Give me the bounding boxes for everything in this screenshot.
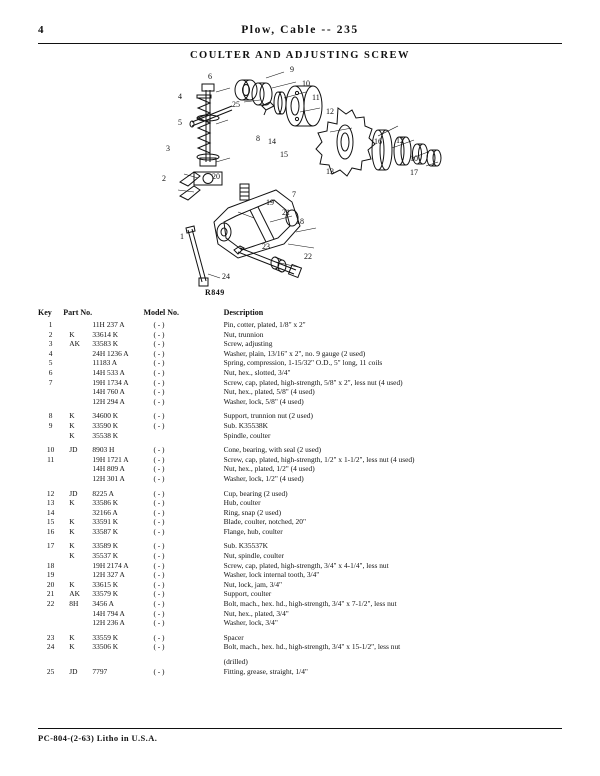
cell-mfg xyxy=(63,618,92,628)
cell-model: ( - ) xyxy=(153,358,165,368)
column-header-key: Key xyxy=(38,308,52,317)
cell-mfg xyxy=(63,387,92,397)
cell-part xyxy=(92,652,143,667)
cell-desc: Support, trunnion nut (2 used) xyxy=(223,411,313,421)
cell-key xyxy=(38,431,63,441)
cell-desc: Screw, cap, plated, high-strength, 3/4" x 4-1/4", less nut xyxy=(223,560,389,570)
cell-mfg: AK xyxy=(69,339,80,349)
table-row xyxy=(38,628,562,643)
cell-mfg: K xyxy=(69,642,75,652)
cell-model: ( - ) xyxy=(153,517,165,527)
cell-model: ( - ) xyxy=(153,473,165,483)
table-row xyxy=(38,551,562,561)
cell-part: 33591 K xyxy=(92,517,119,527)
cell-part: 12H 327 A xyxy=(92,570,125,580)
table-row xyxy=(38,455,562,465)
cell-key: 3 xyxy=(48,339,53,349)
cell-part: 33590 K xyxy=(92,420,119,430)
cell-desc: Sub. K35537K xyxy=(223,541,268,551)
callout-21: 21 xyxy=(282,208,290,217)
cell-mfg xyxy=(63,378,92,388)
cell-mfg xyxy=(63,464,92,474)
callout-17: 17 xyxy=(410,168,418,177)
cell-part: 33586 K xyxy=(92,498,119,508)
cell-desc: Spring, compression, 1-15/32" O.D., 5" long, 11 coils xyxy=(223,358,383,368)
cell-mfg: K xyxy=(69,420,75,430)
cell-model: ( - ) xyxy=(153,488,165,498)
cell-key: 22 xyxy=(46,599,55,609)
cell-desc: Flange, hub, coulter xyxy=(223,526,283,536)
cell-model: ( - ) xyxy=(153,387,165,397)
cell-part: 8225 A xyxy=(92,488,114,498)
cell-key: 20 xyxy=(46,579,55,589)
cell-model: ( - ) xyxy=(153,464,165,474)
cell-desc: Bolt, mach., hex. hd., high-strength, 3/4" x 15-1/2", less nut xyxy=(223,642,401,652)
cell-part: 12H 294 A xyxy=(92,396,125,406)
cell-key xyxy=(38,474,63,484)
callout-1: 1 xyxy=(180,232,184,241)
callout-15: 15 xyxy=(280,150,288,159)
cell-key: 7 xyxy=(48,377,53,387)
cell-part: 32166 A xyxy=(92,507,118,517)
cell-model: ( - ) xyxy=(153,339,165,349)
cell-desc: Cup, bearing (2 used) xyxy=(223,488,288,498)
cell-mfg xyxy=(63,561,92,571)
cell-mfg xyxy=(63,368,92,378)
cell-part: 3456 A xyxy=(92,599,114,609)
cell-part: 19H 2174 A xyxy=(92,560,129,570)
parts-table xyxy=(38,308,562,676)
table-row xyxy=(38,517,562,527)
callout-14: 14 xyxy=(268,137,276,146)
header-divider xyxy=(38,43,562,44)
cell-part: 33506 K xyxy=(92,642,119,652)
cell-part: 33614 K xyxy=(92,329,119,339)
table-row xyxy=(38,320,562,330)
cell-part: 19H 1721 A xyxy=(92,454,129,464)
cell-key: 2 xyxy=(48,329,53,339)
cell-desc: Bolt, mach., hex. hd., high-strength, 3/4" x 7-1/2", less nut xyxy=(223,599,397,609)
cell-part: 35538 K xyxy=(92,430,119,440)
column-header-desc: Description xyxy=(223,308,264,317)
page-header xyxy=(38,24,562,44)
callout-11: 11 xyxy=(312,93,320,102)
cell-part: 33583 K xyxy=(92,339,119,349)
cell-desc: Nut, hex., plated, 5/8" (4 used) xyxy=(223,387,315,397)
cell-desc: Nut, spindle, coulter xyxy=(223,551,284,561)
cell-desc: Nut, hex., plated, 1/2" (4 used) xyxy=(223,464,315,474)
table-row xyxy=(38,440,562,455)
cell-mfg: AK xyxy=(69,589,80,599)
cell-key: 18 xyxy=(46,560,55,570)
cell-model: ( - ) xyxy=(153,320,165,329)
cell-mfg: K xyxy=(69,632,75,642)
cell-model xyxy=(143,431,223,441)
cell-part: 33587 K xyxy=(92,526,119,536)
cell-desc: Nut, lock, jam, 3/4" xyxy=(223,579,283,589)
cell-key: 25 xyxy=(46,666,55,676)
cell-mfg: 8H xyxy=(69,599,79,609)
cell-key: 16 xyxy=(46,526,55,536)
cell-part: 33579 K xyxy=(92,589,119,599)
table-row xyxy=(38,618,562,628)
callout-12: 12 xyxy=(326,107,334,116)
cell-key xyxy=(38,397,63,407)
cell-key: 9 xyxy=(48,420,53,430)
footer-imprint: PC-804-(2-63) Litho in U.S.A. xyxy=(38,733,158,743)
table-row xyxy=(38,330,562,340)
cell-part: 24H 1236 A xyxy=(92,348,129,358)
cell-part: 33589 K xyxy=(92,541,119,551)
callout-5: 5 xyxy=(178,118,182,127)
figure-id: R849 xyxy=(205,288,225,297)
cell-key: 14 xyxy=(46,507,55,517)
cell-mfg xyxy=(63,652,92,667)
cell-mfg xyxy=(63,474,92,484)
cell-model: ( - ) xyxy=(153,445,165,455)
cell-key: 13 xyxy=(46,498,55,508)
cell-mfg: K xyxy=(69,411,75,421)
cell-model: ( - ) xyxy=(153,579,165,589)
table-row xyxy=(38,536,562,551)
cell-desc: Fitting, grease, straight, 1/4" xyxy=(223,666,308,676)
column-header-part: Part No. xyxy=(63,308,93,317)
table-row xyxy=(38,667,562,677)
cell-desc: Blade, coulter, notched, 20" xyxy=(223,517,306,527)
cell-model: ( - ) xyxy=(153,541,165,551)
cell-key: 10 xyxy=(46,445,55,455)
cell-part: 12H 301 A xyxy=(92,473,125,483)
cell-model: ( - ) xyxy=(153,420,165,430)
cell-model: ( - ) xyxy=(153,348,165,358)
cell-model: ( - ) xyxy=(153,367,165,377)
cell-desc: Sub. K35538K xyxy=(223,420,268,430)
cell-mfg: K xyxy=(69,541,75,551)
cell-key: 15 xyxy=(46,517,55,527)
parts-table-body xyxy=(38,320,562,676)
cell-model: ( - ) xyxy=(153,632,165,642)
cell-model: ( - ) xyxy=(153,454,165,464)
cell-key: 11 xyxy=(47,454,55,464)
cell-mfg xyxy=(63,320,92,330)
cell-part: 14H 794 A xyxy=(92,608,125,618)
cell-desc: Spacer xyxy=(223,632,244,642)
table-row xyxy=(38,589,562,599)
callout-3: 3 xyxy=(166,144,170,153)
table-row xyxy=(38,406,562,421)
cell-desc: Cone, bearing, with seal (2 used) xyxy=(223,445,322,455)
cell-desc: Nut, trunnion xyxy=(223,329,264,339)
cell-desc: Washer, plain, 13/16" x 2", no. 9 gauge (2 used) xyxy=(223,348,366,358)
exploded-parts-illustration xyxy=(120,62,480,297)
cell-key xyxy=(38,551,63,561)
cell-mfg: JD xyxy=(69,666,78,676)
cell-desc: Support, coulter xyxy=(223,589,272,599)
column-header-model: Model No. xyxy=(143,308,179,317)
cell-desc: Screw, cap, plated, high-strength, 5/8" x 2", less nut (4 used) xyxy=(223,377,403,387)
parts-table-container xyxy=(38,308,562,676)
cell-desc: Washer, lock internal tooth, 3/4" xyxy=(223,570,320,580)
cell-part: 8903 H xyxy=(92,445,115,455)
cell-mfg: K xyxy=(69,551,75,561)
cell-model: ( - ) xyxy=(153,589,165,599)
table-row xyxy=(38,484,562,499)
cell-key: 17 xyxy=(46,541,55,551)
cell-key xyxy=(38,618,63,628)
cell-key: 6 xyxy=(48,367,53,377)
callout-6: 6 xyxy=(208,72,212,81)
callout-22: 22 xyxy=(304,252,312,261)
cell-mfg: K xyxy=(69,430,75,440)
page-number: 4 xyxy=(38,24,44,36)
cell-model: ( - ) xyxy=(153,498,165,508)
cell-part: 12H 236 A xyxy=(92,618,125,628)
cell-key: 21 xyxy=(46,589,55,599)
cell-model: ( - ) xyxy=(153,570,165,580)
table-row xyxy=(38,387,562,397)
cell-desc: Screw, adjusting xyxy=(223,339,273,349)
cell-key xyxy=(38,652,63,667)
cell-part: 34600 K xyxy=(92,411,119,421)
cell-key xyxy=(38,387,63,397)
cell-desc: Hub, coulter xyxy=(223,498,261,508)
cell-model: ( - ) xyxy=(153,599,165,609)
cell-model: ( - ) xyxy=(153,666,165,676)
cell-desc: Nut, hex., slotted, 3/4" xyxy=(223,367,291,377)
callout-8: 8 xyxy=(256,134,260,143)
cell-key xyxy=(38,609,63,619)
running-title: Plow, Cable -- 235 xyxy=(241,24,359,36)
cell-desc: Spindle, coulter xyxy=(223,430,271,440)
table-row xyxy=(38,609,562,619)
cell-desc: Washer, lock, 1/2" (4 used) xyxy=(223,473,304,483)
footer-divider xyxy=(38,728,562,729)
table-row xyxy=(38,508,562,518)
callout-24: 24 xyxy=(222,272,230,281)
table-row xyxy=(38,368,562,378)
cell-key: 8 xyxy=(48,411,53,421)
cell-key: 24 xyxy=(46,642,55,652)
callout-4: 4 xyxy=(178,92,182,101)
cell-desc: Washer, lock, 5/8" (4 used) xyxy=(223,396,304,406)
cell-key: 1 xyxy=(48,320,53,329)
cell-part: 11183 A xyxy=(92,358,118,368)
cell-model: ( - ) xyxy=(153,551,165,561)
callout-13: 13 xyxy=(326,167,334,176)
table-row xyxy=(38,421,562,431)
cell-model: ( - ) xyxy=(153,526,165,536)
cell-mfg: JD xyxy=(69,488,78,498)
cell-model: ( - ) xyxy=(153,560,165,570)
cell-key: 23 xyxy=(46,632,55,642)
cell-model: ( - ) xyxy=(153,377,165,387)
cell-desc: Ring, snap (2 used) xyxy=(223,507,282,517)
table-row xyxy=(38,431,562,441)
cell-part: 14H 809 A xyxy=(92,464,125,474)
cell-model: ( - ) xyxy=(153,618,165,628)
cell-desc: (drilled) xyxy=(223,657,248,666)
table-row xyxy=(38,527,562,537)
cell-mfg xyxy=(63,455,92,465)
cell-mfg: K xyxy=(69,526,75,536)
cell-part: 14H 760 A xyxy=(92,387,125,397)
cell-mfg xyxy=(63,349,92,359)
table-row xyxy=(38,349,562,359)
cell-part: 33559 K xyxy=(92,632,119,642)
cell-mfg xyxy=(63,609,92,619)
cell-part: 35537 K xyxy=(92,551,119,561)
callout-18: 18 xyxy=(296,217,304,226)
table-row xyxy=(38,652,562,667)
cell-key xyxy=(38,464,63,474)
cell-model: ( - ) xyxy=(153,396,165,406)
cell-desc: Screw, cap, plated, high-strength, 1/2" x 1-1/2", less nut (4 used) xyxy=(223,454,415,464)
cell-mfg xyxy=(63,570,92,580)
cell-desc: Nut, hex., plated, 3/4" xyxy=(223,608,289,618)
callout-16: 16 xyxy=(374,137,382,146)
table-row xyxy=(38,339,562,349)
cell-mfg xyxy=(63,508,92,518)
cell-part: 14H 533 A xyxy=(92,367,125,377)
table-row xyxy=(38,580,562,590)
cell-part: 11H 237 A xyxy=(92,320,125,329)
cell-model xyxy=(143,652,223,667)
cell-mfg: JD xyxy=(69,445,78,455)
callout-10: 10 xyxy=(302,79,310,88)
table-row xyxy=(38,464,562,474)
cell-mfg: K xyxy=(69,329,75,339)
table-header-row xyxy=(38,308,562,320)
callout-19: 19 xyxy=(266,198,274,207)
table-row xyxy=(38,498,562,508)
cell-model: ( - ) xyxy=(153,329,165,339)
table-row xyxy=(38,561,562,571)
cell-key: 5 xyxy=(48,358,53,368)
cell-model: ( - ) xyxy=(153,507,165,517)
cell-desc: Pin, cotter, plated, 1/8" x 2" xyxy=(223,320,306,329)
callout-9: 9 xyxy=(290,65,294,74)
section-title: COULTER AND ADJUSTING SCREW xyxy=(189,50,411,61)
cell-mfg: K xyxy=(69,579,75,589)
table-row xyxy=(38,358,562,368)
cell-model: ( - ) xyxy=(153,411,165,421)
cell-mfg xyxy=(63,397,92,407)
cell-model: ( - ) xyxy=(153,642,165,652)
cell-part: 33615 K xyxy=(92,579,119,589)
cell-mfg: K xyxy=(69,498,75,508)
cell-model: ( - ) xyxy=(153,608,165,618)
cell-mfg xyxy=(63,358,92,368)
cell-part: 7797 xyxy=(92,666,108,676)
table-row xyxy=(38,378,562,388)
callout-23: 23 xyxy=(262,242,270,251)
table-row xyxy=(38,642,562,652)
table-row xyxy=(38,397,562,407)
callout-2: 2 xyxy=(162,174,166,183)
cell-key: 12 xyxy=(46,488,55,498)
cell-desc: Washer, lock, 3/4" xyxy=(223,618,278,628)
cell-part: 19H 1734 A xyxy=(92,377,129,387)
table-row xyxy=(38,474,562,484)
cell-mfg: K xyxy=(69,517,75,527)
table-row xyxy=(38,570,562,580)
cell-key: 4 xyxy=(48,348,53,358)
callout-7: 7 xyxy=(292,190,296,199)
table-row xyxy=(38,599,562,609)
cell-key: 19 xyxy=(46,570,55,580)
callout-25: 25 xyxy=(232,100,240,109)
callout-10b: 10 xyxy=(410,154,418,163)
callout-12b: 12 xyxy=(396,136,404,145)
callout-20: 20 xyxy=(212,172,220,181)
